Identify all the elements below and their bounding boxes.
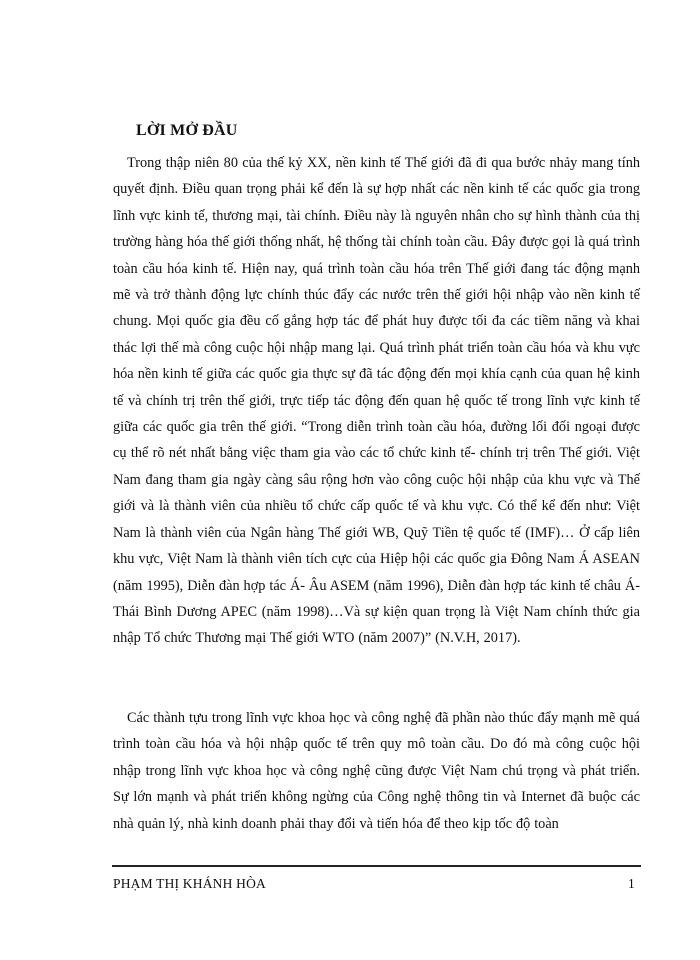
body-paragraph-1: Trong thập niên 80 của thế kỷ XX, nền kinh tế Thế giới đã đi qua bước nhảy mang tính quyết định. Điều quan trọng phải kể đến là sự hợp nhất các nền kinh tế các quốc gia trong lĩnh vực kinh tế, thương mại, tài chính. Điều này là nguyên nhân cho sự hình thành của thị trường hàng hóa thế giới thống nhất, hệ thống tài chính toàn cầu. Đây được gọi là quá trình toàn cầu hóa kinh tế. Hiện nay, quá trình toàn cầu hóa trên Thế giới đang tác động mạnh mẽ và trở thành động lực chính thúc đẩy các nước trên thế giới hội nhập vào nền kinh tế chung. Mọi quốc gia đều cố gắng hợp tác để phát huy được tối đa các tiềm năng và khai thác lợi thế mà công cuộc hội nhập mang lại. Quá trình phát triển toàn cầu hóa và khu vực hóa nền kinh tế giữa các quốc gia thực sự đã tác động đến mọi khía cạnh của quan hệ kinh tế và chính trị trên thế giới, trực tiếp tác động đến quan hệ quốc tế trong lĩnh vực kinh tế giữa các quốc gia trên thế giới. “Trong diễn trình toàn cầu hóa, đường lối đối ngoại được cụ thể rõ nét nhất bằng việc tham gia vào các tổ chức kinh tế- chính trị trên Thế giới. Việt Nam đang tham gia ngày càng sâu rộng hơn vào công cuộc hội nhập của khu vực và Thế giới và là thành viên của nhiều tổ chức cấp quốc tế và khu vực. Có thể kể đến như: Việt Nam là thành viên của Ngân hàng Thế giới WB, Quỹ Tiền tệ quốc tế (IMF)… Ở cấp liên khu vực, Việt Nam là thành viên tích cực của Hiệp hội các quốc gia Đông Nam Á ASEAN (năm 1995), Diễn đàn hợp tác Á- Âu ASEM (năm 1996), Diễn đàn hợp tác kinh tế châu Á- Thái Bình Dương APEC (năm 1998)…Và sự kiện quan trọng là Việt Nam chính thức gia nhập Tổ chức Thương mại Thế giới WTO (năm 2007)” (N.V.H, 2017). [113,155,640,647]
footer-author: PHẠM THỊ KHÁNH HÒA [113,876,266,891]
footer-divider [112,865,641,867]
page-number: 1 [628,876,635,891]
page-title: LỜI MỞ ĐẦU [136,122,238,139]
body-paragraph-2: Các thành tựu trong lĩnh vực khoa học và công nghệ đã phần nào thúc đẩy mạnh mẽ quá trình toàn cầu hóa và hội nhập quốc tế trên quy mô toàn cầu. Do đó mà công cuộc hội nhập trong lĩnh vực khoa học và công nghệ cũng được Việt Nam chú trọng và phát triển. Sự lớn mạnh và phát triển không ngừng của Công nghệ thông tin và Internet đã buộc các nhà quản lý, nhà kinh doanh phải thay đổi và tiến hóa để theo kịp tốc độ toàn [113,710,640,832]
